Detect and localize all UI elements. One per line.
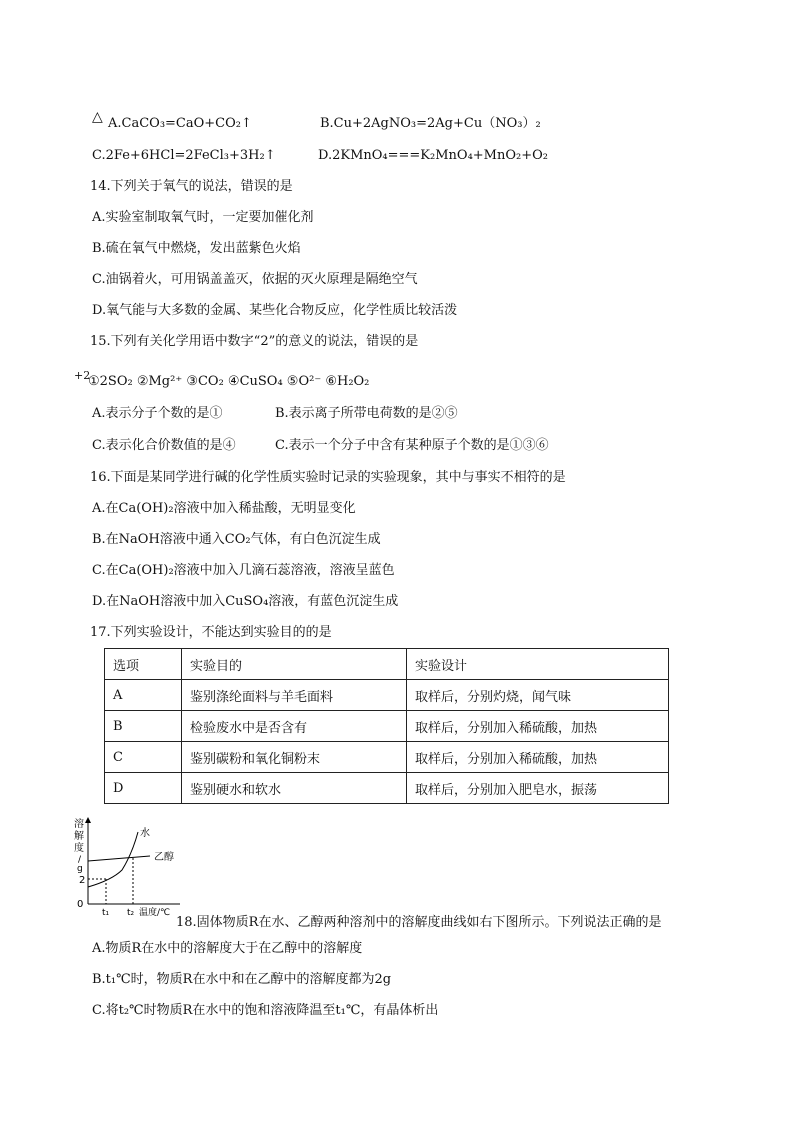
q16-stem: 16.下面是某同学进行碱的化学性质实验时记录的实验现象，其中与事实不相符的是	[90, 470, 566, 485]
q15-stem: 15.下列有关化学用语中数字“2”的意义的说法，错误的是	[90, 334, 419, 349]
q14-option-a[interactable]: A.实验室制取氧气时，一定要加催化剂	[92, 210, 314, 225]
q15-superscript: +2	[74, 369, 91, 382]
t2-label: t₂	[127, 908, 135, 918]
graph-ylabel-char: 溶	[74, 819, 84, 830]
table-cell: 检验废水中是否含有	[182, 711, 407, 742]
q14-stem: 14.下列关于氧气的说法，错误的是	[90, 179, 293, 194]
q13-option-b[interactable]: B.Cu+2AgNO₃=2Ag+Cu（NO₃）₂	[320, 116, 541, 131]
q15-option-a[interactable]: A.表示分子个数的是①	[92, 406, 223, 421]
q15-option-d[interactable]: C.表示一个分子中含有某种原子个数的是①③⑥	[275, 438, 549, 453]
q16-option-d[interactable]: D.在NaOH溶液中加入CuSO₄溶液，有蓝色沉淀生成	[92, 594, 399, 609]
table-cell: 鉴别硬水和软水	[182, 773, 407, 804]
q14-option-d[interactable]: D.氧气能与大多数的金属、某些化合物反应，化学性质比较活泼	[92, 303, 458, 318]
header-purpose: 实验目的	[182, 649, 407, 680]
table-cell: 取样后，分别灼烧，闻气味	[407, 680, 669, 711]
q13-option-c[interactable]: C.2Fe+6HCl=2FeCl₃+3H₂↑	[92, 148, 276, 163]
graph-y-tick: 2	[79, 875, 86, 886]
q13-option-d[interactable]: D.2KMnO₄===K₂MnO₄+MnO₂+O₂	[318, 148, 548, 163]
q15-option-c[interactable]: C.表示化合价数值的是④	[92, 438, 236, 453]
table-row	[105, 680, 669, 711]
q17-stem: 17.下列实验设计，不能达到实验目的的是	[90, 625, 332, 640]
table-cell: 取样后，分别加入稀硫酸，加热	[407, 711, 669, 742]
experiment-table	[104, 648, 669, 804]
table-cell: 鉴别涤纶面料与羊毛面料	[182, 680, 407, 711]
table-row	[105, 773, 669, 804]
q16-option-b[interactable]: B.在NaOH溶液中通入CO₂气体，有白色沉淀生成	[92, 532, 381, 547]
table-cell: 取样后，分别加入肥皂水，振荡	[407, 773, 669, 804]
q16-option-a[interactable]: A.在Ca(OH)₂溶液中加入稀盐酸，无明显变化	[92, 501, 356, 516]
q14-option-c[interactable]: C.油锅着火，可用锅盖盖灭，依据的灭火原理是隔绝空气	[92, 272, 418, 287]
table-cell: 鉴别碳粉和氧化铜粉末	[182, 742, 407, 773]
table-cell: 取样后，分别加入稀硫酸，加热	[407, 742, 669, 773]
graph-xlabel: 温度/℃	[139, 908, 171, 918]
graph-ylabel-char: /	[78, 855, 82, 865]
graph-ylabel-char: 解	[74, 831, 84, 842]
q18-option-c[interactable]: C.将t₂℃时物质R在水中的饱和溶液降温至t₁℃，有晶体析出	[92, 1003, 439, 1018]
table-header-row	[105, 649, 669, 680]
table-cell: A	[105, 680, 182, 711]
q16-option-c[interactable]: C.在Ca(OH)₂溶液中加入几滴石蕊溶液，溶液呈蓝色	[92, 563, 395, 578]
q18-option-a[interactable]: A.物质R在水中的溶解度大于在乙醇中的溶解度	[92, 941, 363, 956]
graph-ylabel-char: 度	[74, 843, 84, 854]
ethanol-label: 乙醇	[154, 852, 174, 863]
table-cell: D	[105, 773, 182, 804]
solubility-graph	[72, 814, 192, 918]
table-row	[105, 711, 669, 742]
t1-label: t₁	[102, 908, 110, 918]
q14-option-b[interactable]: B.硫在氧气中燃烧，发出蓝紫色火焰	[92, 241, 301, 256]
delta-symbol: △	[92, 109, 103, 125]
water-curve	[88, 832, 138, 887]
q13-option-a[interactable]: A.CaCO₃=CaO+CO₂↑	[108, 116, 252, 131]
graph-ylabel-char: g	[77, 864, 83, 874]
header-option: 选项	[105, 649, 182, 680]
q18-option-b[interactable]: B.t₁℃时，物质R在水中和在乙醇中的溶解度都为2g	[92, 972, 392, 987]
table-row	[105, 742, 669, 773]
q15-items: ①2SO₂ ②Mg²⁺ ③CO₂ ④CuSO₄ ⑤O²⁻ ⑥H₂O₂	[88, 374, 370, 389]
q15-option-b[interactable]: B.表示离子所带电荷数的是②⑤	[275, 406, 458, 421]
water-label: 水	[140, 828, 150, 839]
y-axis-arrow	[85, 817, 91, 823]
q18-stem: 18.固体物质R在水、乙醇两种溶剂中的溶解度曲线如右下图所示。下列说法正确的是	[176, 915, 662, 930]
ethanol-curve	[88, 856, 150, 861]
header-design: 实验设计	[407, 649, 669, 680]
graph-origin: 0	[77, 899, 84, 910]
table-cell: B	[105, 711, 182, 742]
table-cell: C	[105, 742, 182, 773]
